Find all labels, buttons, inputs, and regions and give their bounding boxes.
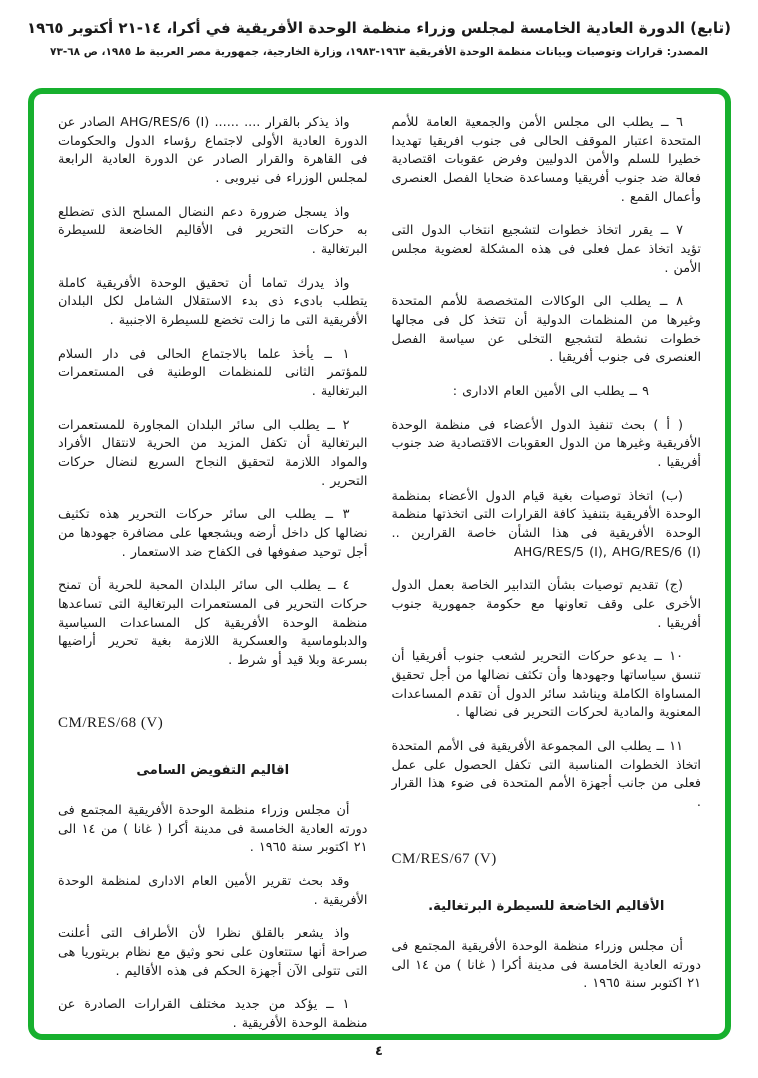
resolution-preamble-council: أن مجلس وزراء منظمة الوحدة الأفريقية المجتمع فى دورته العادية الخامسة فى مدينة أكرا ( غانا ) من ١٤ الى ٢١ اكتوبر سنة ١٩٦٥ . — [58, 802, 368, 856]
resolution-subparagraph-a: ( أ ) بحث تنفيذ الدول الأعضاء فى منظمة الوحدة الأفريقية وغيرها من الدول العقوبات الاقتصادية ضد جنوب أفريقيا . — [391, 417, 701, 471]
preamble-recalling-resolution: واذ يذكر بالقرار .... ...... AHG/RES/6 (I) الصادر عن الدورة العادية الأولى لاجتماع رؤساء الدول والحكومات فى القاهرة والقرار الصادر عن الدورة العادية الرابعة لمجلس الوزراء فى نيروبى . — [58, 115, 368, 187]
page-number: ٤ — [375, 1044, 383, 1059]
preamble-secretary-report: وقد بحث تقرير الأمين العام الادارى لمنظمة الوحدة الأفريقية . — [58, 873, 368, 908]
resolution-paragraph-2: ٢ ــ يطلب الى سائر البلدان المجاورة للمستعمرات البرتغالية أن تكفل المزيد من الحرية لانتقال الأفراد والمواد اللازمة لتحقيق النجاح السريع لنضال حركات التحرير . — [58, 417, 368, 489]
source-citation: المصدر: قرارات وتوصيات وبيانات منظمة الوحدة الأفريقية ١٩٦٣-١٩٨٣، وزارة الخارجية، جمهورية مصر العربية ط ١٩٨٥، ص ٦٨-٧٣ — [50, 46, 708, 58]
resolution-paragraph-7: ٧ ــ يقرر اتخاذ خطوات لتشجيع انتخاب الدول التى تؤيد اتخاذ عمل فعلى فى هذه المشكلة لعضوية مجلس الأمن . — [391, 223, 701, 276]
resolution-paragraph-11: ١١ ــ يطلب الى المجموعة الأفريقية فى الأمم المتحدة اتخاذ الخطوات المناسبة التى تكفل الحصول على عمل فعلى من جانب أجهزة الأمم المتحدة فى ضوء هذا القرار . — [391, 739, 701, 811]
right-column — [392, 114, 702, 1020]
preamble-african-unity: واذ يدرك تماما أن تحقيق الوحدة الأفريقية كاملة يتطلب بادىء ذى بدء الاستقلال الشامل لكل البلدان الأفريقية التى ما زالت تخضع للسيطرة الاجنبية . — [58, 275, 368, 329]
resolution-paragraph-6: ٦ ــ يطلب الى مجلس الأمن والجمعية العامة للأمم المتحدة اعتبار الموقف الحالى فى جنوب افريقيا تهديدا خطيرا للسلم والأمن الدوليين وفرض عقوبات اقتصادية فعالة ضد جنوب أفريقيا ومساعدة ضحايا الفصل العنصرى وأعمال القمع . — [391, 115, 701, 205]
resolution-paragraph-4: ٤ ــ يطلب الى سائر البلدان المحبة للحرية أن تمنح حركات التحرير فى المستعمرات البرتغالية التى تساعدها منظمة الوحدة الأفريقية كل المساعدات السياسية والدبلوماسية والعسكرية اللازمة بغية تحرير أراضيها بسرعة وبلا قيد أو شرط . — [58, 578, 368, 669]
resolution-code-cm-res-67: CM/RES/67 (V) — [391, 850, 497, 867]
resolution-subparagraph-c: (ج) تقديم توصيات بشأن التدابير الخاصة بعمل الدول الأخرى على وقف تعاونها مع حكومة جمهورية جنوب أفريقيا . — [391, 578, 701, 631]
two-column-body — [34, 94, 725, 1034]
resolution-paragraph-8: ٨ ــ يطلب الى الوكالات المتخصصة للأمم المتحدة وغيرها من المنظمات الدولية أن تتخذ كل فى مجالها خطوات نشطة لتشجيع التخلى عن سياسة الفصل العنصرى فى جنوب أفريقيا . — [391, 294, 701, 366]
resolution-paragraph-9: ٩ ــ يطلب الى الأمين العام الادارى : — [452, 384, 649, 400]
left-column — [58, 114, 368, 1031]
resolution-paragraph-3: ٣ ــ يطلب الى سائر حركات التحرير هذه تكثيف نضالها كل داخل أرضه ويشجعها على مضافرة جهودها من أجل توحيد صفوفها فى الكفاح ضد الاستعمار . — [58, 507, 368, 560]
page-header — [0, 18, 758, 58]
green-border-frame — [28, 88, 731, 1040]
preamble-armed-struggle: واذ يسجل ضرورة دعم النضال المسلح الذى تضطلع به حركات التحرير فى الأقاليم الخاضعة للسيطرة البرتغالية . — [58, 204, 368, 258]
document-title: (تابع) الدورة العادية الخامسة لمجلس وزراء منظمة الوحدة الأفريقية في أكرا، ١٤-٢١ أكتوبر ١٩٦٥ — [26, 19, 732, 37]
resolution-reaffirm-paragraph-1: ١ ــ يؤكد من جديد مختلف القرارات الصادرة عن منظمة الوحدة الأفريقية . — [58, 997, 368, 1031]
resolution-subparagraph-b: (ب) اتخاذ توصيات بغية قيام الدول الأعضاء بمنظمة الوحدة الأفريقية بتنفيذ كافة القرارات التى اتخذتها منظمة الوحدة الأفريقية فى هذا الشأن خاصة القرارين .. AHG/RES/5 (I), AHG/RES/6 (I) — [391, 488, 701, 560]
resolution-paragraph-10: ١٠ ــ يدعو حركات التحرير لشعب جنوب أفريقيا أن تنسق سياساتها وجهودها وأن تكثف نضالها من أجل تحقيق المساواة الكاملة ويناشد سائر الدول أن تقدم المساعدات المعنوية والمادية لحركات التحرير فى نضالها . — [391, 649, 701, 721]
resolution-preamble: أن مجلس وزراء منظمة الوحدة الأفريقية المجتمع فى دورته العادية الخامسة فى مدينة أكرا ( غانا ) من ١٤ الى ٢١ اكتوبر سنة ١٩٦٥ . — [391, 938, 701, 992]
resolution-code-cm-res-68: CM/RES/68 (V) — [58, 714, 164, 731]
section-heading-high-commission-territories: اقاليم التفويض السامى — [136, 762, 290, 778]
section-heading-portuguese-territories: الأقاليم الخاضعة للسيطرة البرتغالية. — [428, 898, 665, 914]
preamble-concern-pretoria: واذ يشعر بالقلق نظرا لأن الأطراف التى أعلنت صراحة أنها ستتعاون على نحو وثيق مع نظام بريتوريا هى التى تتولى الآن أجهزة الحكم فى هذه الأقاليم . — [58, 926, 368, 979]
resolution-paragraph-1: ١ ــ يأخذ علما بالاجتماع الحالى فى دار السلام للمؤتمر الثانى للمنظمات الوطنية فى المستعمرات البرتغالية . — [58, 346, 368, 400]
